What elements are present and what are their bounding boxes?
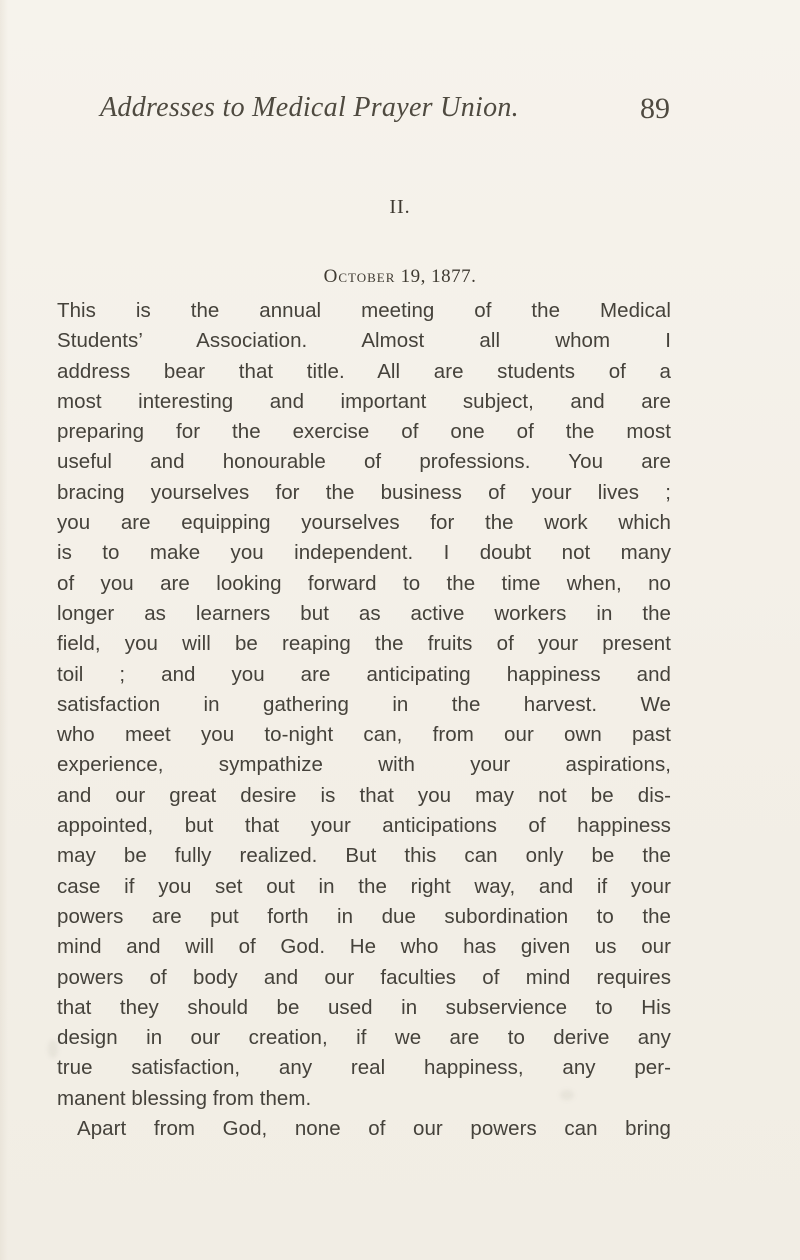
body-line: powers are put forth in due subordination to the [57,904,671,928]
body-line: address bear that title. All are students of a [57,359,671,383]
body-line: design in our creation, if we are to derive any [57,1026,671,1050]
body-line: true satisfaction, any real happiness, any per- [57,1056,671,1080]
body-line: of you are looking forward to the time when, no [57,571,671,595]
body-line: bracing yourselves for the business of your lives ; [57,480,671,504]
page-edge-shadow [0,0,8,1260]
body-line: toil ; and you are anticipating happiness and [57,662,671,686]
body-line: longer as learners but as active workers in the [57,601,671,625]
date-line [0,266,800,288]
body-line: satisfaction in gathering in the harvest. We [57,692,671,716]
page-number: 89 [640,92,670,125]
body-line: useful and honourable of professions. You are [57,450,671,474]
body-line: that they should be used in subservience to His [57,995,671,1019]
body-line: field, you will be reaping the fruits of your present [57,632,671,656]
body-line: Students’ Association. Almost all whom I [57,329,671,353]
body-line: is to make you independent. I doubt not many [57,541,671,565]
date-month: October [323,266,396,287]
body-line: you are equipping yourselves for the work which [57,511,671,535]
body-line: appointed, but that your anticipations of happiness [57,814,671,838]
date-day-year: 19, 1877. [395,266,477,287]
body-text [57,296,671,1144]
body-line: Apart from God, none of our powers can bring [77,1117,671,1141]
body-line: who meet you to-night can, from our own past [57,723,671,747]
body-line: preparing for the exercise of one of the most [57,420,671,444]
running-header [100,92,670,132]
body-line: manent blessing from them. [57,1086,312,1110]
body-line: This is the annual meeting of the Medical [57,299,671,322]
body-line: powers of body and our faculties of mind requires [57,965,671,989]
body-line: and our great desire is that you may not be dis- [57,783,671,807]
body-line: may be fully realized. But this can only be the [57,844,671,868]
body-line: case if you set out in the right way, and if your [57,874,671,898]
body-line: most interesting and important subject, and are [57,389,671,413]
body-line: mind and will of God. He who has given us our [57,935,671,959]
body-line: experience, sympathize with your aspirations, [57,753,671,777]
section-number: II. [389,196,411,218]
running-title: Addresses to Medical Prayer Union. [100,92,519,123]
